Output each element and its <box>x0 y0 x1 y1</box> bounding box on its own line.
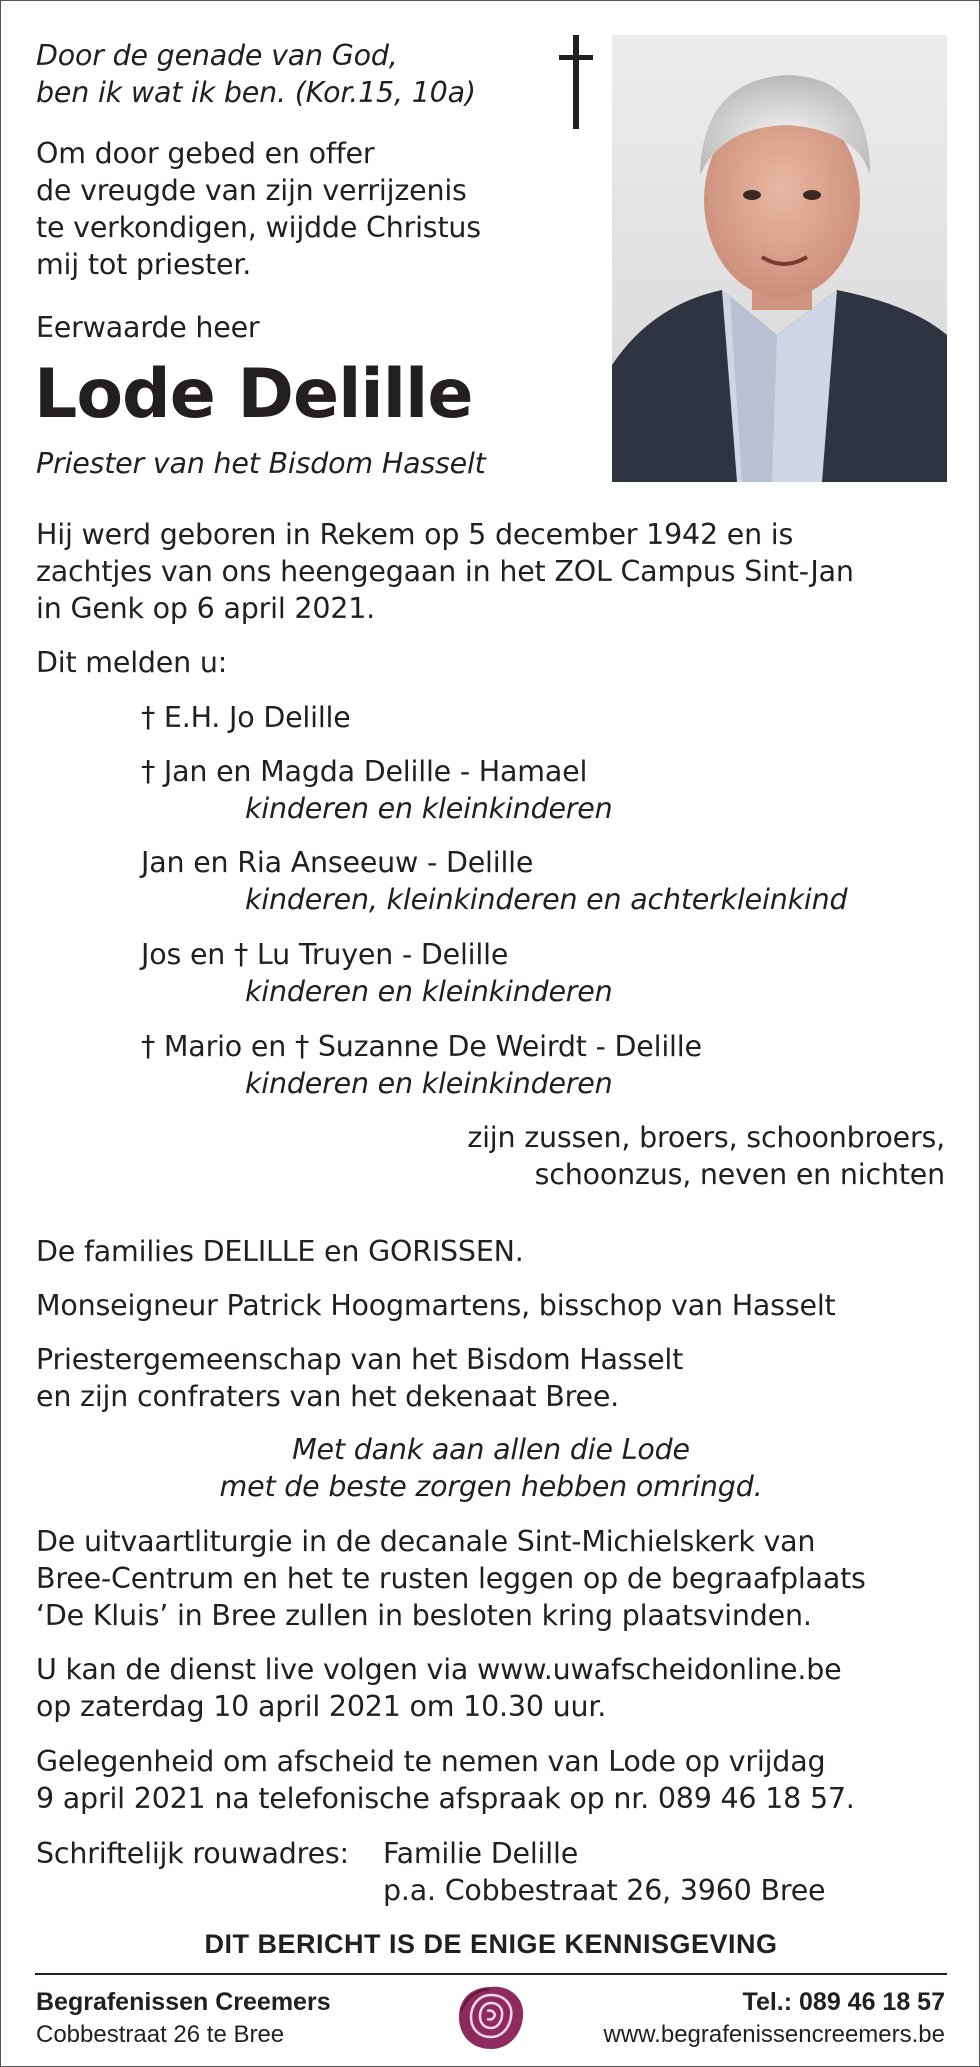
honorific: Eerwaarde heer <box>36 311 260 344</box>
siblings-line: zijn zussen, broers, schoonbroers, <box>467 1121 945 1154</box>
address-line: Familie Delille <box>383 1837 579 1870</box>
family-entry <box>141 936 613 1010</box>
rose-logo-icon <box>453 1981 529 2053</box>
funeral-line: De uitvaartliturgie in de decanale Sint-Michielskerk van <box>36 1525 816 1558</box>
address-label: Schriftelijk rouwadres: <box>36 1837 349 1870</box>
family-name: Jan en Ria Anseeuw - Delille <box>141 846 534 879</box>
family-entry <box>141 844 847 918</box>
livestream-line: U kan de dienst live volgen via www.uwafscheidonline.be <box>36 1653 842 1686</box>
farewell-line: 9 april 2021 na telefonische afspraak op nr. 089 46 18 57. <box>36 1782 855 1815</box>
family-name: Jos en † Lu Truyen - Delille <box>141 938 509 971</box>
siblings <box>467 1119 945 1193</box>
family-entry <box>141 699 351 736</box>
family-name: † E.H. Jo Delille <box>141 701 351 734</box>
biography-line: in Genk op 6 april 2021. <box>36 592 376 625</box>
biography <box>36 516 854 627</box>
scripture-quote <box>36 37 476 111</box>
funeral-info <box>36 1523 866 1634</box>
family-descendants: kinderen en kleinkinderen <box>245 975 613 1008</box>
funeral-home-street: Cobbestraat 26 te Bree <box>36 2021 285 2048</box>
announce-label: Dit melden u: <box>36 646 228 679</box>
priest-line: en zijn confraters van het dekenaat Bree. <box>36 1380 620 1413</box>
siblings-line: schoonzus, neven en nichten <box>534 1158 945 1191</box>
funeral-home-name: Begrafenissen Creemers <box>36 1988 331 2016</box>
biography-line: zachtjes van ons heengegaan in het ZOL Campus Sint-Jan <box>36 555 854 588</box>
deceased-portrait <box>612 35 947 482</box>
verse-line: te verkondigen, wijdde Christus <box>36 211 481 244</box>
family-entry <box>141 1028 702 1102</box>
notice-text: DIT BERICHT IS DE ENIGE KENNISGEVING <box>204 1929 778 1959</box>
quote-line: ben ik wat ik ben. (Kor.15, 10a) <box>36 76 476 109</box>
verse-line: mij tot priester. <box>36 248 252 281</box>
priest-line: Priestergemeenschap van het Bisdom Hasselt <box>36 1343 684 1376</box>
funeral-home-info <box>36 1986 331 2051</box>
cross-icon <box>559 35 593 129</box>
biography-line: Hij werd geboren in Rekem op 5 december 1942 en is <box>36 518 794 551</box>
farewell-line: Gelegenheid om afscheid te nemen van Lode op vrijdag <box>36 1745 826 1778</box>
family-name: † Jan en Magda Delille - Hamael <box>141 755 588 788</box>
ordination-verse <box>36 135 481 283</box>
family-name: † Mario en † Suzanne De Weirdt - Delille <box>141 1030 702 1063</box>
families-line: De families DELILLE en GORISSEN. <box>36 1235 524 1268</box>
funeral-home-website[interactable]: www.begrafenissencreemers.be <box>603 2021 945 2048</box>
deceased-role: Priester van het Bisdom Hasselt <box>36 447 486 480</box>
thanks-line: Met dank aan allen die Lode <box>292 1433 690 1466</box>
thanks <box>1 1431 980 1505</box>
family-descendants: kinderen en kleinkinderen <box>245 792 613 825</box>
priest-community <box>36 1341 683 1415</box>
livestream-info <box>36 1651 841 1725</box>
footer-divider <box>35 1973 947 1975</box>
family-descendants: kinderen, kleinkinderen en achterkleinkind <box>245 883 848 916</box>
funeral-home-contact <box>604 1986 946 2051</box>
funeral-line: Bree-Centrum en het te rusten leggen op de begraafplaats <box>36 1562 866 1595</box>
verse-line: Om door gebed en offer <box>36 137 375 170</box>
address-line: p.a. Cobbestraat 26, 3960 Bree <box>383 1874 826 1907</box>
thanks-line: met de beste zorgen hebben omringd. <box>219 1470 763 1503</box>
livestream-line: op zaterdag 10 april 2021 om 10.30 uur. <box>36 1690 607 1723</box>
bishop-line: Monseigneur Patrick Hoogmartens, bisschop van Hasselt <box>36 1289 836 1322</box>
family-descendants: kinderen en kleinkinderen <box>245 1067 613 1100</box>
verse-line: de vreugde van zijn verrijzenis <box>36 174 467 207</box>
funeral-home-phone: Tel.: 089 46 18 57 <box>742 1988 945 2016</box>
funeral-line: ‘De Kluis’ in Bree zullen in besloten kring plaatsvinden. <box>36 1599 812 1632</box>
farewell-info <box>36 1743 855 1817</box>
quote-line: Door de genade van God, <box>36 39 398 72</box>
family-entry <box>141 753 613 827</box>
deceased-name: Lode Delille <box>34 355 473 434</box>
address <box>383 1835 825 1909</box>
